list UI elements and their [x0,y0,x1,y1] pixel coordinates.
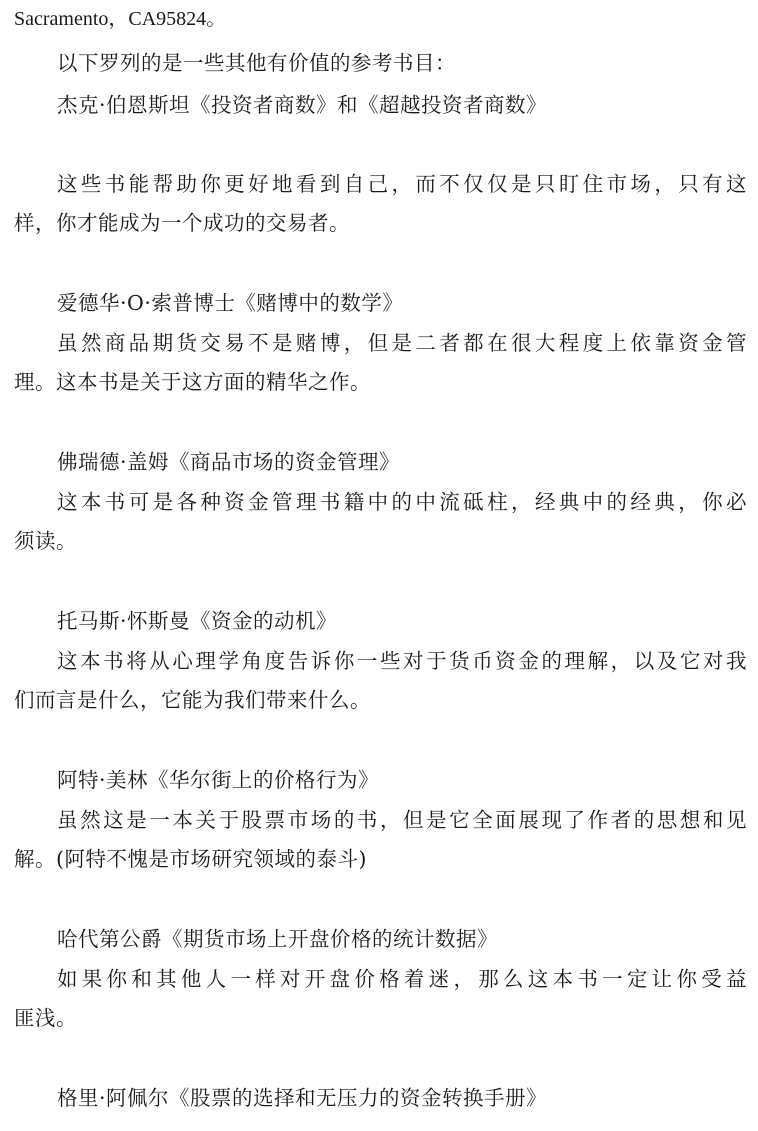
book-desc-6-line-2: 匪浅。 [14,1006,77,1030]
book-title-5: 阿特·美林《华尔街上的价格行为》 [57,768,380,792]
book-title-1: 杰克·伯恩斯坦《投资者商数》和《超越投资者商数》 [57,93,548,117]
book-desc-4-line-1: 这本书将从心理学角度告诉你一些对于货币资金的理解，以及它对我 [57,649,747,673]
book-title-2: 爱德华·O·索普博士《赌博中的数学》 [57,291,404,315]
book-desc-1-line-2: 样，你才能成为一个成功的交易者。 [14,211,350,235]
address-line: Sacramento，CA95824。 [14,8,227,30]
book-desc-3-line-1: 这本书可是各种资金管理书籍中的中流砥柱，经典中的经典，你必 [57,490,747,514]
book-desc-6-line-1: 如果你和其他人一样对开盘价格着迷，那么这本书一定让你受益 [57,967,747,991]
book-desc-3-line-2: 须读。 [14,529,77,553]
book-desc-2-line-1: 虽然商品期货交易不是赌博，但是二者都在很大程度上依靠资金管 [57,331,747,355]
intro-line: 以下罗列的是一些其他有价值的参考书目： [57,51,456,75]
book-title-3: 佛瑞德·盖姆《商品市场的资金管理》 [57,450,401,474]
book-desc-2-line-2: 理。这本书是关于这方面的精华之作。 [14,370,371,394]
book-desc-1-line-1: 这些书能帮助你更好地看到自己，而不仅仅是只盯住市场，只有这 [57,172,747,196]
book-title-4: 托马斯·怀斯曼《资金的动机》 [57,609,338,633]
book-title-7: 格里·阿佩尔《股票的选择和无压力的资金转换手册》 [57,1086,548,1110]
book-desc-5-line-1: 虽然这是一本关于股票市场的书，但是它全面展现了作者的思想和见 [57,808,747,832]
book-desc-4-line-2: 们而言是什么，它能为我们带来什么。 [14,688,371,712]
book-desc-5-line-2: 解。(阿特不愧是市场研究领域的泰斗) [14,847,367,871]
book-title-6: 哈代第公爵《期货市场上开盘价格的统计数据》 [57,927,498,951]
